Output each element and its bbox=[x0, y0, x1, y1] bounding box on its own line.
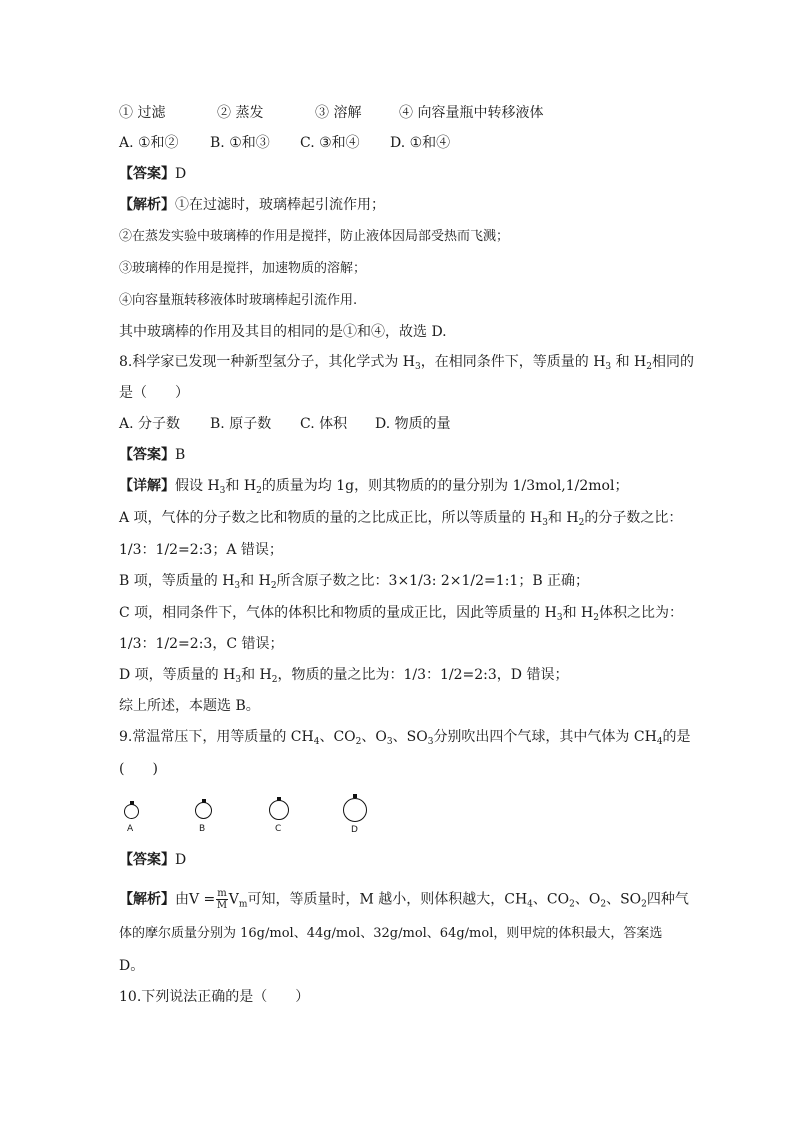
formula-fraction: $\frac{m}{M}$ bbox=[216, 888, 228, 911]
q7-operation-4: ④ 向容量瓶中转移液体 bbox=[399, 105, 544, 121]
q8-option-a: A. 分子数 bbox=[119, 416, 181, 432]
q8-detail-line-5: C 项，相同条件下，气体的体积比和物质的量成正比，因此等质量的 $H_3$和 $H_2$体积之比为： bbox=[119, 605, 683, 623]
q9-stem: 9.常温常压下，用等质量的 $CH_4$、$CO_2$、$O_3$、$SO_3$分别吹出四个气球，其中气体为 $CH_4$的是 bbox=[119, 729, 691, 747]
q9-analysis-line-3: D。 bbox=[119, 958, 145, 974]
q7-option-c: C. ③和④ bbox=[300, 135, 360, 151]
analysis-label: 【解析】 bbox=[119, 891, 175, 908]
q8-stem-line-2: 是（ ） bbox=[119, 385, 189, 401]
answer-label: 【答案】 bbox=[119, 447, 175, 463]
analysis-label: 【解析】 bbox=[119, 197, 175, 213]
q8-detail-line-3: 1/3：1/2=2:3；A 错误； bbox=[119, 542, 283, 558]
answer-label: 【答案】 bbox=[119, 852, 175, 868]
q8-detail-line-1: 【详解】假设 $H_3$和 $H_2$的质量为均 1g，则其物质的的量分别为 1/3mol,1/2mol； bbox=[119, 478, 629, 496]
q7-operation-1: ① 过滤 bbox=[119, 105, 166, 121]
detail-label: 【详解】 bbox=[119, 478, 175, 494]
q7-analysis-line-5: 其中玻璃棒的作用及其目的相同的是①和④，故选 D. bbox=[119, 324, 447, 340]
q7-analysis-line-2: ②在蒸发实验中玻璃棒的作用是搅拌，防止液体因局部受热而飞溅； bbox=[119, 229, 510, 244]
q8-stem: 8.科学家已发现一种新型氢分子，其化学式为 $H_3$，在相同条件下，等质量的 $H_3$ 和 $H_2$相同的 bbox=[119, 354, 694, 372]
q8-option-c: C. 体积 bbox=[300, 416, 348, 432]
q8-detail-line-6: 1/3：1/2=2:3，C 错误； bbox=[119, 636, 284, 652]
answer-value: D bbox=[175, 852, 187, 868]
q7-option-b: B. ①和③ bbox=[210, 135, 270, 151]
q8-detail-line-8: 综上所述，本题选 B。 bbox=[119, 698, 260, 714]
q10-stem: 10.下列说法正确的是（ ） bbox=[119, 989, 310, 1005]
balloon-label-c: C bbox=[275, 824, 282, 834]
q8-detail-line-2: A 项，气体的分子数之比和物质的量的之比成正比，所以等质量的 $H_3$和 $H_2$的分子数之比： bbox=[119, 510, 683, 528]
q9-analysis-line-2: 体的摩尔质量分别为 16g/mol、44g/mol、32g/mol、64g/mol，则甲烷的体积最大，答案选 bbox=[119, 926, 663, 941]
q7-operation-2: ② 蒸发 bbox=[217, 105, 264, 121]
q7-answer bbox=[119, 165, 186, 183]
q7-analysis-line-4: ④向容量瓶转移液体时玻璃棒起引流作用. bbox=[119, 293, 358, 308]
balloon-label-d: D bbox=[351, 825, 358, 835]
q8-detail-line-4: B 项，等质量的 $H_3$和 $H_2$所含原子数之比：3×1/3: 2×1/2=1:1；B 正确； bbox=[119, 573, 590, 591]
answer-value: B bbox=[175, 447, 186, 463]
q8-detail-line-7: D 项，等质量的 $H_3$和 $H_2$，物质的量之比为：1/3：1/2=2:3，D 错误； bbox=[119, 667, 569, 685]
balloon-label-a: A bbox=[127, 824, 134, 834]
q7-option-a: A. ①和② bbox=[119, 135, 179, 151]
q7-analysis-line-1: 【解析】①在过滤时，玻璃棒起引流作用； bbox=[119, 197, 385, 213]
q7-option-d: D. ①和④ bbox=[390, 135, 451, 151]
answer-label: 【答案】 bbox=[119, 166, 175, 182]
q7-analysis-line-3: ③玻璃棒的作用是搅拌，加速物质的溶解； bbox=[119, 261, 367, 276]
q9-stem-line-2: ( ) bbox=[119, 761, 158, 777]
q8-option-d: D. 物质的量 bbox=[375, 416, 451, 432]
balloon-label-b: B bbox=[199, 824, 206, 834]
answer-value: D bbox=[175, 166, 187, 182]
balloon-figure bbox=[119, 796, 379, 840]
q8-answer bbox=[119, 446, 185, 464]
q8-option-b: B. 原子数 bbox=[210, 416, 272, 432]
q9-analysis-line-1: 【解析】由V = $\frac{m}{M}$ $V_m$可知，等质量时，M 越小，则体积越大，$CH_4$、$CO_2$、$O_2$、$SO_2$四种气 bbox=[119, 888, 689, 911]
q7-operation-3: ③ 溶解 bbox=[315, 105, 362, 121]
q9-answer bbox=[119, 851, 186, 869]
